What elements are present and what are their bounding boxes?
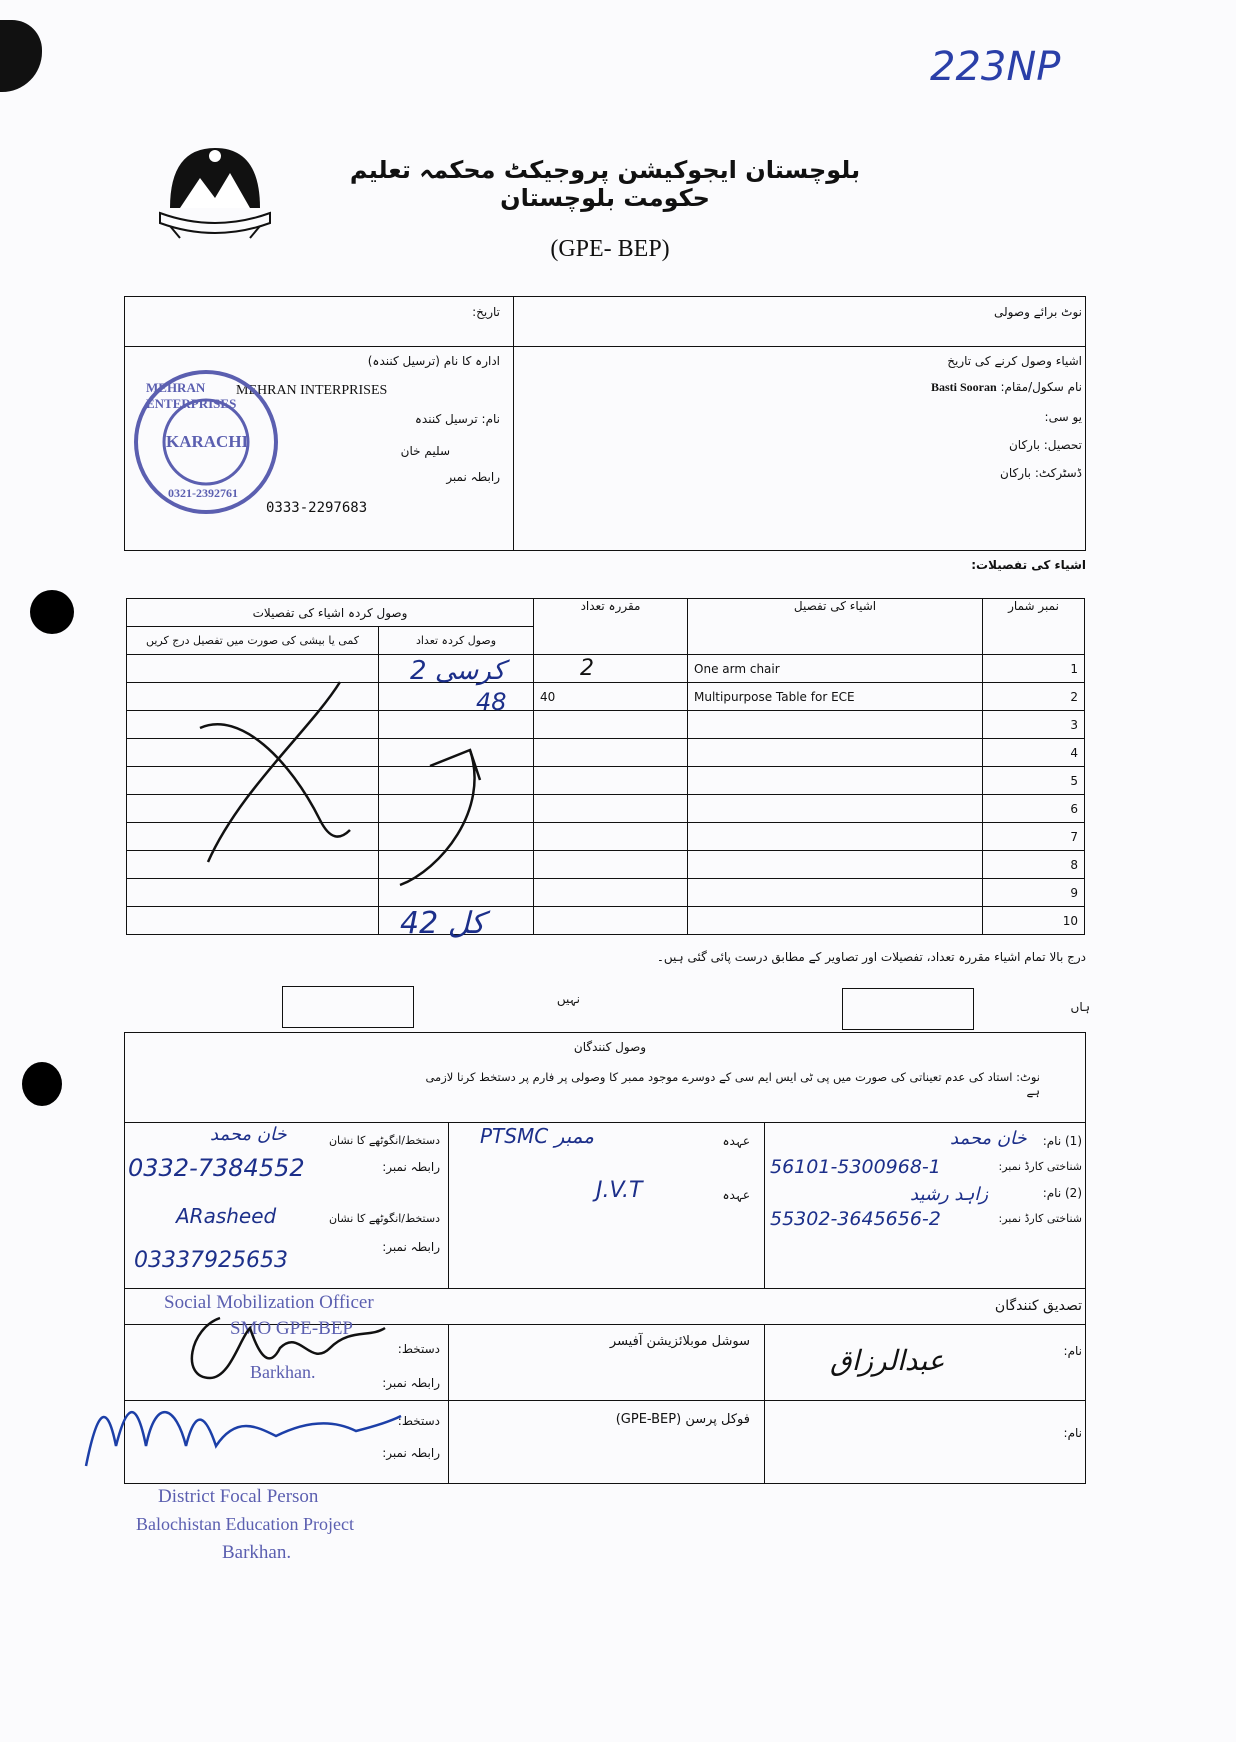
col-received-qty: وصول کردہ تعداد	[379, 627, 534, 655]
contact-label: رابطہ نمبر	[446, 470, 500, 484]
yes-label: ہاں	[1070, 1000, 1090, 1014]
focal-sig-label: دستخط:	[397, 1414, 440, 1428]
punch-hole	[30, 590, 74, 634]
hw-received-2: 48	[476, 688, 507, 716]
date-label: تاریخ:	[472, 305, 500, 319]
qty-cell	[534, 767, 688, 795]
hw-post1: PTSMC ممبر	[480, 1124, 594, 1148]
sig1-label: دستخط/انگوٹھے کا نشان	[328, 1134, 440, 1147]
focal-contact-label: رابطہ نمبر:	[382, 1446, 440, 1460]
qty-cell	[534, 711, 688, 739]
qty-cell: 40	[534, 683, 688, 711]
dfp-stamp-line1: District Focal Person	[158, 1486, 319, 1507]
smo-sig-label: دستخط:	[397, 1342, 440, 1356]
sender-name-label: نام: ترسیل کنندہ	[414, 412, 500, 426]
item-cell	[688, 767, 983, 795]
smo-stamp-line2: SMO GPE-BEP	[230, 1318, 353, 1339]
uc-label: یو سی:	[1044, 410, 1082, 424]
mehran-stamp-top: MEHRAN ENTERPRISES	[146, 380, 237, 411]
dfp-stamp-line2: Balochistan Education Project	[136, 1514, 354, 1534]
contact1-label: رابطہ نمبر:	[382, 1160, 440, 1174]
focal-signature	[76, 1386, 406, 1476]
serial-cell: 10	[983, 907, 1085, 935]
table-row	[127, 655, 1085, 683]
focal-name-label: نام:	[1063, 1426, 1082, 1440]
supplier-org-label: ادارہ کا نام (ترسیل کنندہ)	[367, 354, 500, 368]
hw-phone1: 0332-7384552	[128, 1154, 305, 1182]
smo-stamp-line3: Barkhan.	[250, 1362, 316, 1382]
item-cell	[688, 823, 983, 851]
serial-cell: 2	[983, 683, 1085, 711]
serial-cell: 6	[983, 795, 1085, 823]
contact-value: 0333-2297683	[266, 500, 368, 516]
post1-label: عہدہ	[722, 1134, 750, 1148]
school-row	[782, 380, 1082, 395]
receivers-note: نوٹ: استاد کی عدم تعیناتی کی صورت میں پی ٹی ایس ایم سی کے دوسرے موجود ممبر کا وصولی پر فارم پر دستخط کرنا لازمی ہے	[425, 1070, 1040, 1098]
tehsil-label: تحصیل: بارکان	[1008, 438, 1082, 452]
district-label: ڈسٹرکٹ: بارکان	[1000, 466, 1082, 480]
col-qty: مقررہ تعداد	[534, 599, 688, 655]
no-checkbox[interactable]	[282, 986, 414, 1028]
note-label: نوٹ برائے وصولی	[994, 305, 1082, 319]
shortfall-cell	[127, 655, 379, 683]
hw-name2: زاہد رشید	[910, 1184, 989, 1205]
post2-label: عہدہ	[722, 1188, 750, 1202]
supplier-org-value: MEHRAN INTERPRISES	[236, 383, 388, 398]
col-serial: نمبر شمار	[983, 599, 1085, 655]
confirm-statement: درج بالا تمام اشیاء مقررہ تعداد، تفصیلات اور تصاویر کے مطابق درست پائی گئی ہیں۔	[656, 950, 1086, 964]
name2-label: (2) نام:	[1042, 1186, 1082, 1200]
col-received-group: وصول کردہ اشیاء کی تفصیلات	[127, 599, 534, 627]
item-cell	[688, 711, 983, 739]
mehran-stamp-center: KARACHI	[166, 432, 249, 451]
hw-cnic1: 56101-5300968-1	[770, 1156, 941, 1178]
qty-cell	[534, 851, 688, 879]
item-cell	[688, 795, 983, 823]
yes-checkbox[interactable]	[842, 988, 974, 1030]
hw-smo-name: عبدالرزاق	[830, 1344, 945, 1377]
corner-mark	[0, 20, 42, 92]
item-cell	[688, 851, 983, 879]
punch-hole	[22, 1062, 62, 1106]
name1-label: (1) نام:	[1042, 1134, 1082, 1148]
hw-qty: 2	[580, 656, 595, 681]
serial-cell: 4	[983, 739, 1085, 767]
qty-cell	[534, 879, 688, 907]
school-value: Basti Sooran	[930, 380, 997, 394]
contact2-label: رابطہ نمبر:	[382, 1240, 440, 1254]
smo-label: سوشل موبلائزیشن آفیسر	[609, 1334, 750, 1349]
hw-post2: J.V.T	[596, 1178, 643, 1203]
hw-phone2: 03337925653	[134, 1248, 288, 1273]
qty-cell	[534, 823, 688, 851]
cnic1-label: شناختی کارڈ نمبر:	[998, 1160, 1082, 1173]
header-title: بلوچستان ایجوکیشن پروجیکٹ محکمہ تعلیم حکومت بلوچستان	[349, 156, 861, 212]
serial-cell: 7	[983, 823, 1085, 851]
serial-cell: 3	[983, 711, 1085, 739]
serial-cell: 1	[983, 655, 1085, 683]
mehran-stamp-bottom: 0321-2392761	[168, 486, 238, 500]
item-cell: Multipurpose Table for ECE	[688, 683, 983, 711]
sig2-label: دستخط/انگوٹھے کا نشان	[328, 1212, 440, 1225]
smo-signature	[180, 1308, 390, 1388]
serial-cell: 5	[983, 767, 1085, 795]
school-label: نام سکول/مقام:	[1000, 380, 1082, 394]
receive-date-label: اشیاء وصول کرنے کی تاریخ	[947, 354, 1082, 368]
hw-name1: خان محمد	[950, 1128, 1027, 1149]
items-section-label: اشیاء کی تفصیلات:	[971, 558, 1086, 572]
item-cell	[688, 739, 983, 767]
item-cell: One arm chair	[688, 655, 983, 683]
hw-received-1: 2 کرسی	[410, 656, 505, 686]
hw-sig1: خان محمد	[210, 1124, 287, 1145]
col-shortfall: کمی یا بیشی کی صورت میں تفصیل درج کریں	[127, 627, 379, 655]
focal-label: فوکل پرسن (GPE-BEP)	[615, 1412, 750, 1427]
smo-name-label: نام:	[1063, 1344, 1082, 1358]
no-label: نہیں	[556, 992, 580, 1006]
qty-cell	[534, 739, 688, 767]
qty-cell	[534, 907, 688, 935]
cross-mark	[180, 680, 510, 890]
hw-sig2: ARasheed	[176, 1204, 277, 1228]
hw-cnic2: 55302-3645656-2	[770, 1208, 941, 1230]
smo-contact-label: رابطہ نمبر:	[382, 1376, 440, 1390]
items-table-header	[127, 599, 1085, 627]
col-item: اشیاء کی تفصیل	[688, 599, 983, 655]
annotation-reference: 223NP	[930, 44, 1061, 90]
smo-stamp-line1: Social Mobilization Officer	[164, 1292, 374, 1313]
table-row	[127, 907, 1085, 935]
hw-total: کل 42	[400, 906, 485, 941]
item-cell	[688, 879, 983, 907]
serial-cell: 8	[983, 851, 1085, 879]
balochistan-government-logo	[150, 138, 280, 248]
header-code: (GPE- BEP)	[550, 236, 670, 262]
serial-cell: 9	[983, 879, 1085, 907]
shortfall-cell	[127, 907, 379, 935]
dfp-stamp-line3: Barkhan.	[222, 1542, 292, 1563]
qty-cell	[534, 795, 688, 823]
cnic2-label: شناختی کارڈ نمبر:	[998, 1212, 1082, 1225]
item-cell	[688, 907, 983, 935]
verifiers-title: تصدیق کنندگان	[994, 1298, 1082, 1314]
receivers-title: وصول کنندگان	[573, 1040, 647, 1054]
mehran-stamp	[132, 368, 280, 516]
qty-cell	[534, 655, 688, 683]
sender-name-value: سلیم خان	[400, 444, 450, 458]
